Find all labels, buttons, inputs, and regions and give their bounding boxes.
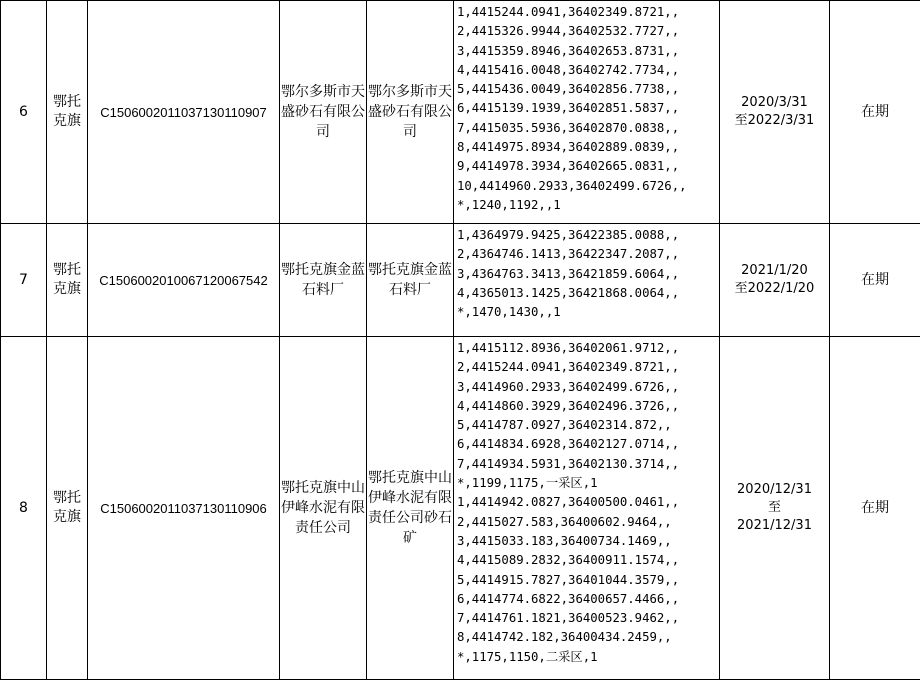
region-cell: 鄂托克旗 [47, 337, 88, 680]
coordinate-line: 1,4415244.0941,36402349.8721,, [457, 5, 680, 19]
coordinate-line: 3,4364763.3413,36421859.6064,, [457, 266, 680, 281]
validity-period-cell [720, 224, 830, 337]
coordinate-line: 6,4415139.1939,36402851.5837,, [457, 101, 680, 116]
mine-name-cell: 鄂托克旗中山伊峰水泥有限责任公司砂石矿 [367, 337, 454, 680]
coordinate-line: 10,4414960.2933,36402499.6726,, [457, 178, 687, 193]
period-end: 至2022/3/31 [734, 113, 815, 128]
coordinate-line: 2,4415244.0941,36402349.8721,, [457, 360, 680, 375]
seq-cell: 7 [1, 224, 47, 337]
coordinate-line: 2,4364746.1413,36422347.2087,, [457, 247, 680, 262]
table-row [1, 224, 920, 337]
coordinate-line: 4,4414860.3929,36402496.3726,, [457, 398, 680, 413]
coordinate-line: 4,4415089.2832,36400911.1574,, [457, 553, 680, 568]
coordinate-line: 9,4414978.3934,36402665.0831,, [457, 159, 680, 174]
coordinate-line: 6,4414774.6822,36400657.4466,, [457, 591, 680, 606]
coordinate-line: *,1199,1175,一采区,1 [457, 476, 598, 491]
period-start: 2021/1/20 [741, 263, 808, 278]
period-end: 至2022/1/20 [734, 281, 815, 296]
coordinate-line: 1,4364979.9425,36422385.0088,, [457, 228, 680, 242]
coordinate-line: *,1470,1430,,1 [457, 305, 561, 320]
table-row [1, 1, 920, 224]
mine-name-cell: 鄂托克旗金蓝石料厂 [367, 224, 454, 337]
coordinate-line: 6,4414834.6928,36402127.0714,, [457, 437, 680, 452]
status-cell: 在期 [830, 224, 920, 337]
status-cell: 在期 [830, 337, 920, 680]
period-start: 2020/3/31 [741, 95, 808, 110]
validity-period-cell [720, 337, 830, 680]
coordinates-cell [454, 1, 720, 224]
mine-name-cell: 鄂尔多斯市天盛砂石有限公司 [367, 1, 454, 224]
coordinate-line: *,1175,1150,二采区,1 [457, 649, 598, 664]
coordinates-cell [454, 224, 720, 337]
coordinate-line: 7,4414761.1821,36400523.9462,, [457, 611, 680, 626]
coordinate-line: 7,4414934.5931,36402130.3714,, [457, 456, 680, 471]
period-end: 2021/12/31 [737, 518, 812, 533]
period-start: 2020/12/31 [737, 482, 812, 497]
coordinate-line: 1,4415112.8936,36402061.9712,, [457, 341, 680, 355]
region-cell: 鄂托克旗 [47, 1, 88, 224]
table-row [1, 337, 920, 680]
status-cell: 在期 [830, 1, 920, 224]
seq-cell: 6 [1, 1, 47, 224]
region-cell: 鄂托克旗 [47, 224, 88, 337]
license-number-cell: C1506002011037130110907 [88, 1, 280, 224]
owner-cell: 鄂托克旗中山伊峰水泥有限责任公司 [280, 337, 367, 680]
coordinate-line: 1,4414942.0827,36400500.0461,, [457, 495, 680, 510]
owner-cell: 鄂托克旗金蓝石料厂 [280, 224, 367, 337]
coordinate-line: 2,4415326.9944,36402532.7727,, [457, 24, 680, 39]
coordinate-line: 3,4414960.2933,36402499.6726,, [457, 379, 680, 394]
coordinate-line: 5,4415436.0049,36402856.7738,, [457, 82, 680, 97]
coordinate-line: 8,4414742.182,36400434.2459,, [457, 630, 672, 645]
coordinate-line: 3,4415359.8946,36402653.8731,, [457, 43, 680, 58]
coordinate-line: 4,4415416.0048,36402742.7734,, [457, 62, 680, 77]
owner-cell: 鄂尔多斯市天盛砂石有限公司 [280, 1, 367, 224]
coordinate-line: 7,4415035.5936,36402870.0838,, [457, 120, 680, 135]
coordinate-line: 8,4414975.8934,36402889.0839,, [457, 140, 680, 155]
coordinate-line: 5,4414915.7827,36401044.3579,, [457, 572, 680, 587]
coordinate-line: *,1240,1192,,1 [457, 197, 561, 212]
coordinates-cell [454, 337, 720, 680]
validity-period-cell [720, 1, 830, 224]
coordinate-line: 5,4414787.0927,36402314.872,, [457, 418, 672, 433]
coordinate-line: 2,4415027.583,36400602.9464,, [457, 514, 672, 529]
period-separator: 至 [767, 500, 781, 515]
coordinate-line: 3,4415033.183,36400734.1469,, [457, 533, 672, 548]
seq-cell: 8 [1, 337, 47, 680]
license-number-cell: C1506002011037130110906 [88, 337, 280, 680]
license-number-cell: C1506002010067120067542 [88, 224, 280, 337]
coordinate-line: 4,4365013.1425,36421868.0064,, [457, 285, 680, 300]
